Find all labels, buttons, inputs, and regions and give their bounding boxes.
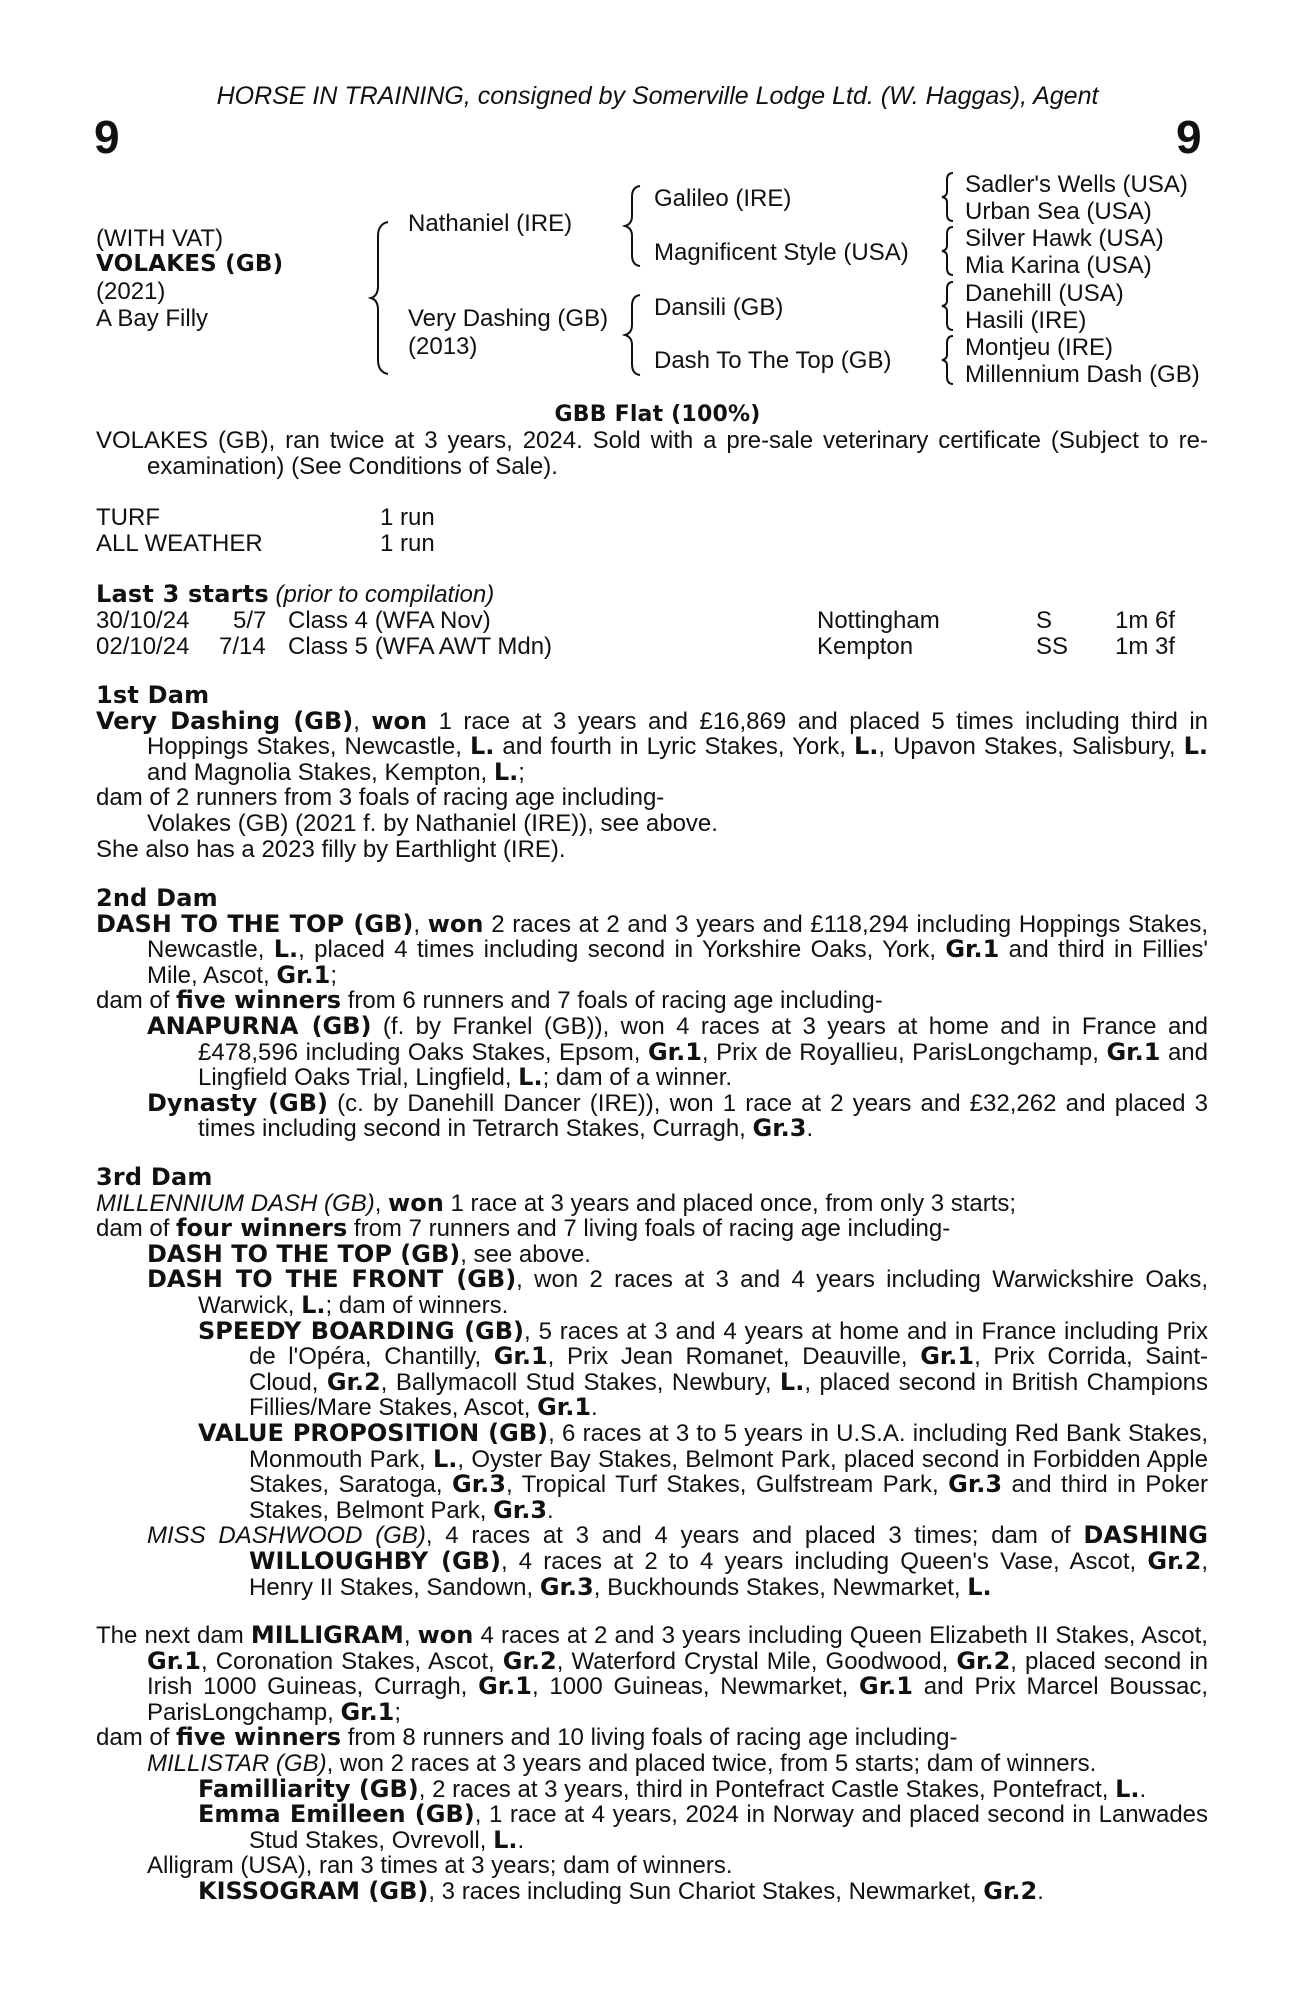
- won-label: won: [427, 909, 484, 938]
- next-dam-produce-intro: dam of five winners from 8 runners and 10 living foals of racing age including-: [96, 1723, 958, 1752]
- grade-label: Gr.1: [920, 1342, 975, 1371]
- gbb-label: GBB Flat (100%): [554, 402, 761, 427]
- produce-anapurna: ANAPURNA (GB) (f. by Frankel (GB)), won 4 races at 3 years at home and in France and £478,596 including Oaks Stakes, Epsom, Gr.1, Prix de Royallieu, ParisLongchamp, Gr.1 and Lingfield Oaks Trial, Lingfield, L.; dam of a winner.: [147, 1011, 1209, 1092]
- produce-value-proposition: VALUE PROPOSITION (GB), 6 races at 3 to 5 years in U.S.A. including Red Bank Stakes, Monmouth Park, L., Oyster Bay Stakes, Belmont Park, placed second in Forbidden Apple Stakes, Saratoga, Gr.3, Tropical Turf Stakes, Gulfstream Park, Gr.3 and third in Poker Stakes, Belmont Park, Gr.3.: [198, 1418, 1209, 1524]
- runs-count: 1 run: [380, 529, 435, 557]
- grade-label: Gr.1: [859, 1672, 913, 1701]
- gg-brace-3: [938, 279, 956, 333]
- grade-label: Gr.1: [945, 935, 1000, 964]
- gg-dam-1: Urban Sea (USA): [965, 198, 1152, 225]
- start-date: 02/10/24: [96, 632, 190, 660]
- pedigree-brace-main: [368, 218, 392, 378]
- horse-description: A Bay Filly: [96, 305, 209, 332]
- catalogue-header: HORSE IN TRAINING, consigned by Somerville Lodge Ltd. (W. Haggas), Agent: [216, 82, 1099, 110]
- first-dam-name: Very Dashing (GB): [96, 706, 354, 735]
- produce-name: SPEEDY BOARDING (GB): [198, 1316, 525, 1345]
- first-dam-section: [96, 683, 1208, 862]
- gg-sire-3: Danehill (USA): [965, 280, 1124, 307]
- produce-dynasty: Dynasty (GB) (c. by Danehill Dancer (IRE)), won 1 race at 2 years and £32,262 and placed 3 times including second in Tetrarch Stakes, Curragh, Gr.3.: [147, 1088, 1208, 1143]
- next-dam-name: MILLIGRAM: [250, 1621, 404, 1649]
- start-place: 5/7: [233, 606, 267, 634]
- dam-dam: Dash To The Top (GB): [654, 347, 892, 374]
- grade-label: Gr.2: [326, 1367, 381, 1396]
- grade-label: Gr.2: [956, 1646, 1011, 1675]
- third-dam-record: MILLENNIUM DASH (GB), won 1 race at 3 years and placed once, from only 3 starts;: [96, 1188, 1017, 1217]
- horse-name: VOLAKES (GB): [96, 251, 284, 277]
- start-course: Kempton: [817, 632, 914, 660]
- sire-name: Nathaniel (IRE): [408, 210, 573, 237]
- start-row: [96, 608, 1208, 634]
- grade-label: L.: [469, 732, 495, 761]
- grade-label: Gr.3: [752, 1114, 807, 1143]
- start-going: S: [1036, 606, 1053, 634]
- start-course: Nottingham: [817, 606, 940, 634]
- second-dam-section: [96, 886, 1208, 1142]
- body-section-intro: [96, 428, 1208, 659]
- lot-number-left: 9: [94, 111, 120, 163]
- produce-emma-emilleen: Emma Emilleen (GB), 1 race at 4 years, 2024 in Norway and placed second in Lanwades Stud Stakes, Ovrevoll, L..: [198, 1800, 1209, 1854]
- sire-dam: Magnificent Style (USA): [654, 239, 909, 266]
- next-dam-record: The next dam MILLIGRAM, won 4 races at 2 and 3 years including Queen Elizabeth II Stakes, Ascot, Gr.1, Coronation Stakes, Ascot, Gr.2, Waterford Crystal Mile, Goodwood, Gr.2, placed second in Irish 1000 Guineas, Curragh, Gr.1, 1000 Guineas, Newmarket, Gr.1 and Prix Marcel Boussac, ParisLongchamp, Gr.1;: [96, 1621, 1209, 1726]
- produce-name: DASHING WILLOUGHBY (GB): [249, 1521, 1209, 1575]
- gg-dam-2: Mia Karina (USA): [965, 252, 1152, 279]
- runs-count: 1 run: [380, 504, 435, 532]
- second-dam-produce-intro: dam of five winners from 6 runners and 7 foals of racing age including-: [96, 986, 883, 1015]
- runs-surface: TURF: [96, 504, 160, 532]
- grade-label: Gr.3: [948, 1470, 1003, 1499]
- second-dam-name: DASH TO THE TOP (GB): [96, 909, 414, 938]
- grade-label: Gr.1: [478, 1672, 532, 1701]
- start-going: SS: [1036, 632, 1069, 660]
- produce-kissogram: KISSOGRAM (GB), 3 races including Sun Chariot Stakes, Newmarket, Gr.2.: [198, 1876, 1044, 1905]
- sire-brace: [622, 183, 644, 269]
- produce-name: DASH TO THE FRONT (GB): [147, 1265, 517, 1294]
- produce-alligram: Alligram (USA), ran 3 times at 3 years; dam of winners.: [147, 1852, 733, 1880]
- produce-name: VALUE PROPOSITION (GB): [198, 1418, 549, 1447]
- grade-label: Gr.1: [647, 1037, 702, 1066]
- grade-label: L.: [273, 935, 299, 964]
- third-dam-heading: 3rd Dam: [96, 1163, 213, 1191]
- grade-label: L.: [493, 1825, 518, 1854]
- grade-label: Gr.1: [276, 960, 331, 989]
- third-dam-section: [96, 1165, 1208, 1600]
- second-dam-heading: 2nd Dam: [96, 884, 218, 912]
- start-place: 7/14: [219, 632, 266, 660]
- start-date: 30/10/24: [96, 606, 190, 634]
- first-dam-produce-volakes: Volakes (GB) (2021 f. by Nathaniel (IRE)), see above.: [147, 809, 718, 837]
- grade-label: L.: [301, 1290, 326, 1319]
- start-distance: 1m 3f: [1115, 632, 1176, 660]
- runs-row: [96, 505, 1208, 531]
- produce-speedy-boarding: SPEEDY BOARDING (GB), 5 races at 3 and 4 years at home and in France including Prix de l'Opéra, Chantilly, Gr.1, Prix Jean Romanet, Deauville, Gr.1, Prix Corrida, Saint-Cloud, Gr.2, Ballymacoll Stud Stakes, Newbury, L., placed second in British Champions Fillies/Mare Stakes, Ascot, Gr.1.: [198, 1316, 1209, 1422]
- gg-brace-4: [938, 333, 956, 387]
- third-dam-name: MILLENNIUM DASH (GB): [96, 1189, 375, 1217]
- produce-name: DASH TO THE TOP (GB): [147, 1239, 461, 1268]
- last-starts-note: (prior to compilation): [275, 581, 495, 609]
- second-dam-record: DASH TO THE TOP (GB), won 2 races at 2 and 3 years and £118,294 including Hoppings Stakes, Newcastle, L., placed 4 times including second in Yorkshire Oaks, York, Gr.1 and third in Fillies' Mile, Ascot, Gr.1;: [96, 909, 1209, 989]
- produce-miss-dashwood: MISS DASHWOOD (GB), 4 races at 3 and 4 years and placed 3 times; dam of DASHING WILLOUGHBY (GB), 4 races at 2 to 4 years including Queen's Vase, Ascot, Gr.2, Henry II Stakes, Sandown, Gr.3, Buckhounds Stakes, Newmarket, L.: [147, 1521, 1209, 1601]
- produce-millistar: MILLISTAR (GB), won 2 races at 3 years and placed twice, from 5 starts; dam of winners.: [147, 1749, 1097, 1777]
- third-dam-produce-intro: dam of four winners from 7 runners and 7 living foals of racing age including-: [96, 1214, 951, 1243]
- dam-year: (2013): [408, 333, 478, 360]
- produce-dash-to-the-top: DASH TO THE TOP (GB), see above.: [147, 1239, 591, 1268]
- horse-year: (2021): [96, 278, 166, 305]
- grade-label: L.: [779, 1367, 805, 1396]
- runs-row: [96, 531, 1208, 557]
- produce-name: Dynasty (GB): [147, 1088, 329, 1117]
- start-race: Class 5 (WFA AWT Mdn): [288, 632, 553, 660]
- produce-name: MILLISTAR (GB): [147, 1749, 327, 1777]
- grade-label: Gr.2: [502, 1646, 557, 1675]
- grade-label: Gr.3: [539, 1572, 594, 1601]
- dam-name: Very Dashing (GB): [408, 305, 609, 332]
- gg-sire-4: Montjeu (IRE): [965, 334, 1114, 361]
- dam-sire: Dansili (GB): [654, 294, 784, 321]
- grade-label: L.: [1115, 1774, 1140, 1803]
- start-race: Class 4 (WFA Nov): [288, 606, 491, 634]
- grade-label: Gr.3: [452, 1470, 506, 1499]
- won-label: won: [417, 1621, 474, 1649]
- runs-surface: ALL WEATHER: [96, 529, 263, 557]
- first-dam-record: Very Dashing (GB), won 1 race at 3 years and £16,869 and placed 5 times including third in Hoppings Stakes, Newcastle, L. and fourth in Lyric Stakes, York, L., Upavon Stakes, Salisbury, L. and Magnolia Stakes, Kempton, L.;: [96, 706, 1209, 786]
- grade-label: L.: [493, 757, 519, 786]
- first-dam-also: She also has a 2023 filly by Earthlight (IRE).: [96, 835, 566, 863]
- produce-dash-to-the-front: DASH TO THE FRONT (GB), won 2 races at 3 and 4 years including Warwickshire Oaks, Warwick, L.; dam of winners.: [147, 1265, 1208, 1319]
- gg-sire-1: Sadler's Wells (USA): [965, 171, 1188, 198]
- vat-note: (WITH VAT): [96, 225, 224, 252]
- start-row: [96, 634, 1208, 660]
- sire-sire: Galileo (IRE): [654, 185, 792, 212]
- produce-name: MISS DASHWOOD (GB): [147, 1522, 426, 1550]
- produce-name: Familliarity (GB): [198, 1774, 419, 1803]
- last-starts-title: Last 3 starts: [96, 580, 269, 609]
- first-dam-produce-intro: dam of 2 runners from 3 foals of racing age including-: [96, 784, 665, 812]
- start-distance: 1m 6f: [1115, 606, 1176, 634]
- lot-number-right: 9: [1176, 111, 1202, 163]
- grade-label: L.: [1183, 732, 1209, 761]
- produce-familliarity: Familliarity (GB), 2 races at 3 years, third in Pontefract Castle Stakes, Pontefract, L..: [198, 1774, 1147, 1803]
- gg-brace-1: [938, 170, 956, 224]
- grade-label: Gr.3: [493, 1495, 548, 1524]
- won-label: won: [388, 1188, 444, 1217]
- intro-text: VOLAKES (GB), ran twice at 3 years, 2024. Sold with a pre-sale veterinary certificate (Subject to re-examination) (See Conditions of Sale).: [96, 427, 1208, 480]
- produce-name: KISSOGRAM (GB): [198, 1876, 429, 1905]
- last-starts-heading: [96, 582, 1208, 608]
- gg-dam-4: Millennium Dash (GB): [965, 361, 1200, 388]
- gg-brace-2: [938, 224, 956, 278]
- produce-name: Emma Emilleen (GB): [198, 1800, 475, 1829]
- produce-name: ANAPURNA (GB): [147, 1011, 372, 1040]
- next-dam-section: [96, 1623, 1208, 1905]
- grade-label: Gr.1: [1106, 1037, 1161, 1066]
- grade-label: Gr.1: [147, 1646, 201, 1675]
- grade-label: L.: [518, 1063, 543, 1092]
- grade-label: Gr.1: [537, 1393, 592, 1422]
- grade-label: Gr.1: [340, 1697, 395, 1726]
- grade-label: L.: [853, 732, 879, 761]
- won-label: won: [371, 706, 428, 735]
- gg-sire-2: Silver Hawk (USA): [965, 225, 1164, 252]
- grade-label: L.: [967, 1572, 992, 1601]
- grade-label: L.: [432, 1444, 458, 1473]
- grade-label: Gr.2: [1147, 1546, 1202, 1575]
- gg-dam-3: Hasili (IRE): [965, 307, 1087, 334]
- dam-brace: [622, 292, 644, 378]
- first-dam-heading: 1st Dam: [96, 681, 210, 709]
- grade-label: Gr.2: [983, 1876, 1038, 1905]
- grade-label: Gr.1: [493, 1342, 548, 1371]
